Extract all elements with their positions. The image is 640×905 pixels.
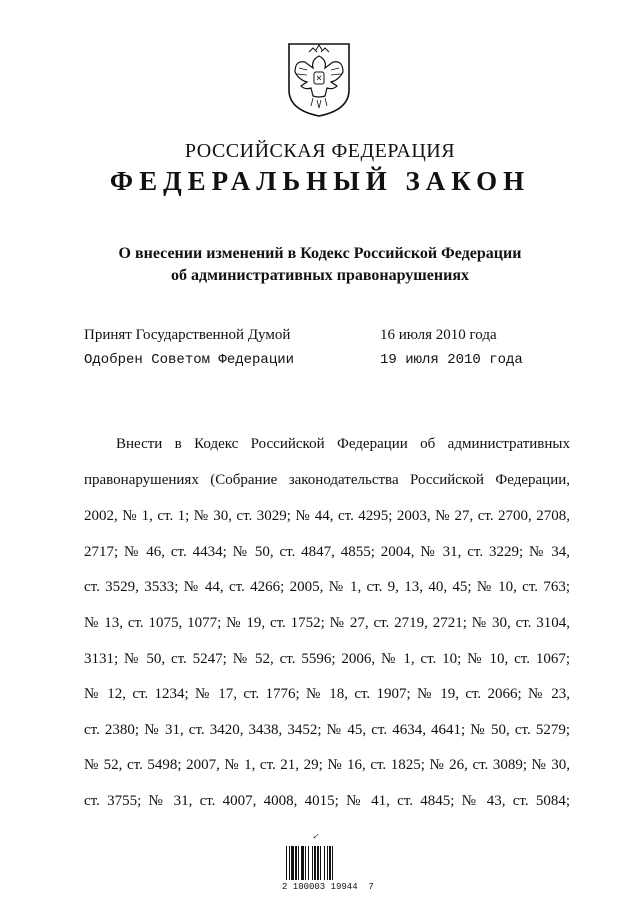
body-line: ст. 3529, 3533; № 44, ст. 4266; 2005, № 1, ст. 9, 13, 40, 45; № 10, ст. 763; — [84, 579, 570, 595]
barcode-bar — [327, 846, 328, 880]
barcode-bar — [332, 846, 333, 880]
barcode-bars-icon — [286, 846, 354, 880]
duma-label: Принят Государственной Думой — [84, 327, 291, 343]
state-emblem-icon — [283, 40, 355, 118]
barcode-bar — [291, 846, 294, 880]
body-line: 2717; № 46, ст. 4434; № 50, ст. 4847, 4855; 2004, № 31, ст. 3229; № 34, — [84, 544, 570, 560]
body-line: № 13, ст. 1075, 1077; № 19, ст. 1752; № 27, ст. 2719, 2721; № 30, ст. 3104, — [84, 615, 570, 631]
body-line: 3131; № 50, ст. 5247; № 52, ст. 5596; 2006, № 1, ст. 10; № 10, ст. 1067; — [84, 651, 570, 667]
handwritten-mark: ✓ — [312, 832, 319, 841]
duma-date: 16 июля 2010 года — [380, 327, 497, 343]
law-type-title: ФЕДЕРАЛЬНЫЙ ЗАКОН — [109, 166, 531, 196]
barcode-bar — [312, 846, 313, 880]
body-line: 2002, № 1, ст. 1; № 30, ст. 3029; № 44, ст. 4295; 2003, № 27, ст. 2700, 2708, — [84, 508, 570, 524]
barcode-bar — [298, 846, 299, 880]
barcode-bar — [305, 846, 306, 880]
barcode-bar — [295, 846, 297, 880]
country-name: РОССИЙСКАЯ ФЕДЕРАЦИЯ — [184, 140, 456, 162]
council-label: Одобрен Советом Федерации — [84, 352, 295, 368]
barcode-bar — [314, 846, 316, 880]
body-line: № 12, ст. 1234; № 17, ст. 1776; № 18, ст. 1907; № 19, ст. 2066; № 23, — [84, 686, 570, 702]
barcode-bar — [329, 846, 331, 880]
council-date: 19 июля 2010 года — [380, 352, 523, 368]
barcode-bar — [286, 846, 287, 880]
barcode-bar — [289, 846, 290, 880]
subtitle-line: об административных правонарушениях — [171, 267, 469, 284]
body-line: ст. 3755; № 31, ст. 4007, 4008, 4015; № 41, ст. 4845; № 43, ст. 5084; — [84, 793, 570, 809]
barcode-bar — [301, 846, 304, 880]
barcode — [282, 832, 374, 902]
body-line: № 52, ст. 5498; 2007, № 1, ст. 21, 29; № 16, ст. 1825; № 26, ст. 3089; № 30, — [84, 757, 570, 773]
law-subtitle — [0, 243, 640, 287]
barcode-bar — [324, 846, 325, 880]
barcode-number: 2 100003 19944 7 — [282, 882, 374, 892]
barcode-bar — [317, 846, 319, 880]
barcode-bar — [308, 846, 309, 880]
subtitle-line: О внесении изменений в Кодекс Российской Федерации — [118, 245, 522, 262]
body-line: ст. 2380; № 31, ст. 3420, 3438, 3452; № 45, ст. 4634, 4641; № 50, ст. 5279; — [84, 722, 570, 738]
body-line: правонарушениях (Собрание законодательства Российской Федерации, — [84, 472, 570, 488]
body-line: Внести в Кодекс Российской Федерации об административных — [116, 436, 570, 452]
barcode-bar — [320, 846, 321, 880]
